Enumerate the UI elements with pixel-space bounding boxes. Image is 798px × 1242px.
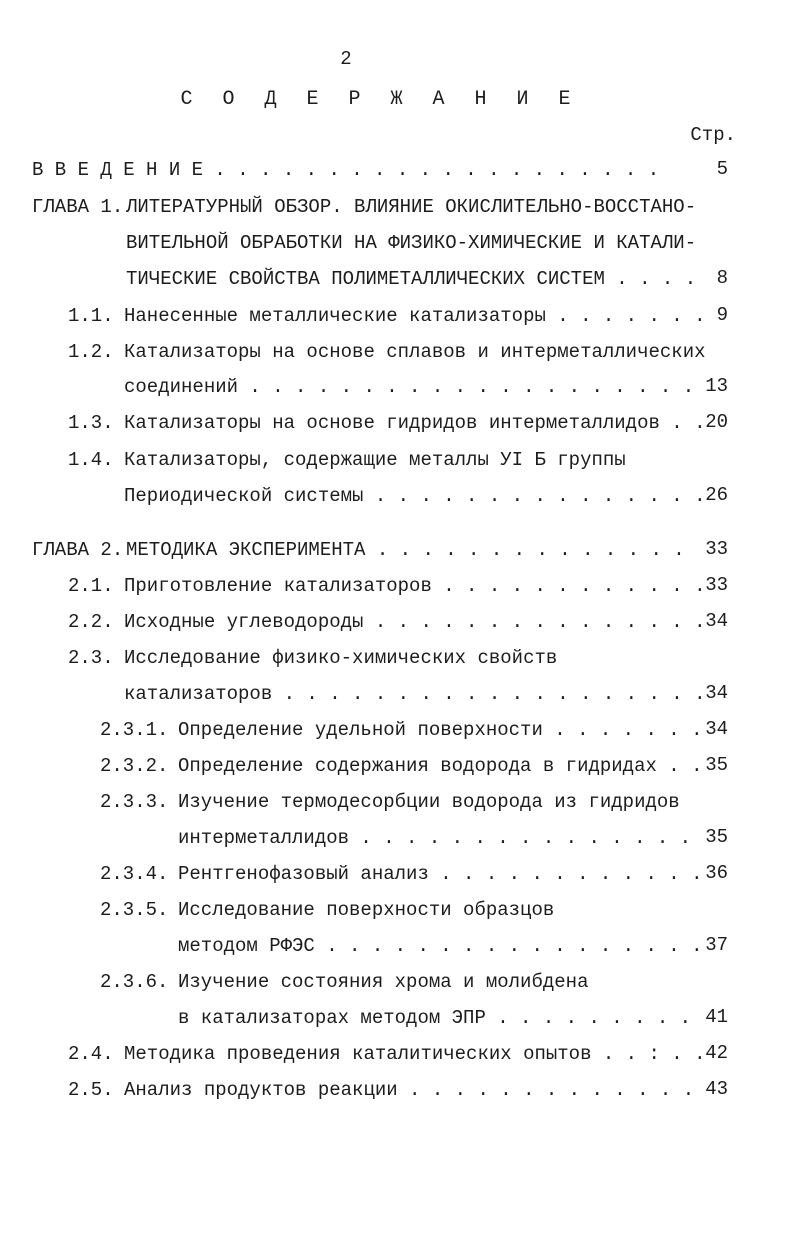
toc-entry-page: 33 xyxy=(705,574,728,596)
toc-entry-page: 35 xyxy=(705,826,728,848)
toc-entry-page: 8 xyxy=(716,267,728,289)
toc-entry-page: 34 xyxy=(705,610,728,632)
toc-entry-page: 42 xyxy=(705,1042,728,1064)
toc-entry-page: 43 xyxy=(705,1078,728,1100)
toc-entry-page: 35 xyxy=(705,754,728,776)
toc-entry-page: 9 xyxy=(716,304,728,326)
toc-entry-page: 34 xyxy=(705,718,728,740)
toc-entry-page: 13 xyxy=(705,375,728,397)
toc-entry-page: 41 xyxy=(705,1006,728,1028)
page-column-label: Стр. xyxy=(690,124,736,146)
page-number: 2 xyxy=(340,48,352,70)
toc-entry-page: 33 xyxy=(705,538,728,560)
toc-entry-page: 36 xyxy=(705,862,728,884)
toc-entry-page: 37 xyxy=(705,934,728,956)
toc-entry-page: 20 xyxy=(705,411,728,433)
toc-page: 2 С О Д Е Р Ж А Н И Е Стр. В В Е Д Е Н И Е . . . . . . . . . . . . . . . . . . . . 5 ГЛАВА 1. ЛИТЕРАТУРНЫЙ ОБЗОР. ВЛИЯНИЕ ОКИСЛИТЕЛЬНО-ВОССТАНО- ВИТЕЛЬНОЙ ОБРАБОТКИ НА ФИЗИКО-ХИМИЧЕСКИЕ И КАТАЛИ- ТИЧЕСКИЕ СВОЙСТВА ПОЛИМЕТАЛЛИЧЕСКИХ СИСТЕМ . . . . 8 1.1. Нанесенные металлические катализаторы . . . . . . . 9 1.2. Катализаторы на основе сплавов и интерметаллических соединений . . . . . . . . . . . . . . . . . . . . 13 1.3. Катализаторы на основе гидридов интерметаллидов . . 20 1.4. Катализаторы, содержащие металлы УI Б группы Периодической системы . . . . . . . . . . . . . . . 26 ГЛАВА 2. МЕТОДИКА ЭКСПЕРИМЕНТА . . . . . . . . . . . . . . 33 2.1. Приготовление катализаторов . . . . . . . . . . . . 33 2.2. Исходные углеводороды . . . . . . . . . . . . . . . 34 2.3. Исследование физико-химических свойств катализаторов . . . . . . . . . . . . . . . . . . . 34 2.3.1. Определение удельной поверхности . . . . . . . 34 2.3.2. Определение содержания водорода в гидридах . . 35 2.3.3. Изучение термодесорбции водорода из гидридов интерметаллидов . . . . . . . . . . . . . . . 35 2.3.4. Рентгенофазовый анализ . . . . . . . . . . . . 36 2.3.5. Исследование поверхности образцов методом РФЭС . . . . . . . . . . . . . . . . . 37 2.3.6. Изучение состояния хрома и молибдена в катализаторах методом ЭПР . . . . . . . . . 41 2.4. Методика проведения каталитических опытов . . : . . 42 2.5. Анализ продуктов реакции . . . . . . . . . . . . . 43 xyxy=(0,0,798,1242)
toc-entry-page: 26 xyxy=(705,484,728,506)
toc-entry-page: 34 xyxy=(705,682,728,704)
toc-entry-page: 5 xyxy=(716,158,728,180)
page-title: С О Д Е Р Ж А Н И Е xyxy=(180,88,580,111)
